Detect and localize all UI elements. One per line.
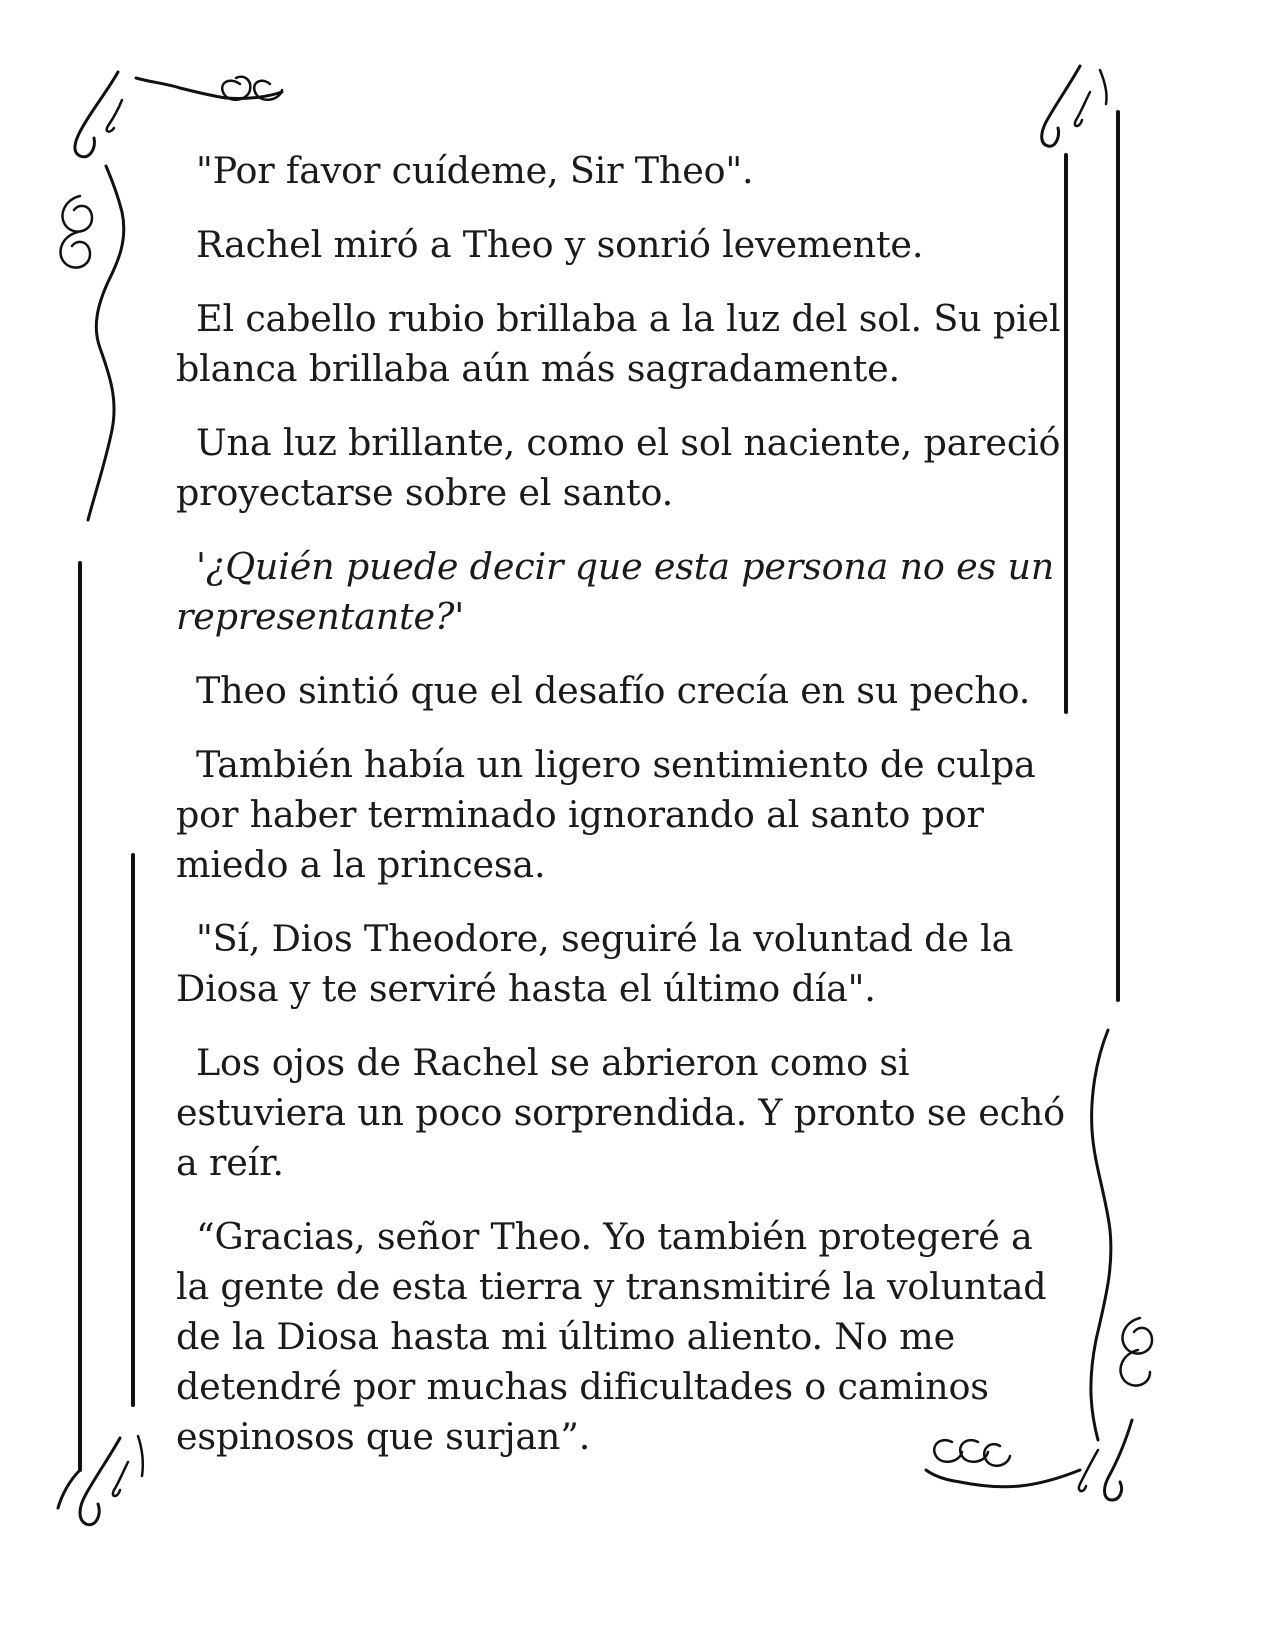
paragraph-thought: '¿Quién puede decir que esta persona no es un representante?': [176, 545, 1055, 638]
story-text: [176, 146, 1076, 1486]
paragraph: También había un ligero sentimiento de culpa por haber terminado ignorando al santo por miedo a la princesa.: [176, 743, 1036, 886]
paragraph: “Gracias, señor Theo. Yo también protegeré a la gente de esta tierra y transmitiré la voluntad de la Diosa hasta mi último aliento. No me detendré por muchas dificultades o caminos espinosos que surjan”.: [176, 1215, 1047, 1458]
bottom-left-flourish: [58, 1436, 143, 1525]
paragraph: Los ojos de Rachel se abrieron como si estuviera un poco sorprendida. Y pronto se echó a reír.: [176, 1041, 1065, 1184]
paragraph: "Por favor cuídeme, Sir Theo".: [196, 149, 754, 192]
paragraph: "Sí, Dios Theodore, seguiré la voluntad de la Diosa y te serviré hasta el último día".: [176, 917, 1014, 1010]
top-right-flourish: [1042, 66, 1107, 146]
paragraph: Una luz brillante, como el sol naciente, pareció proyectarse sobre el santo.: [176, 421, 1061, 514]
paragraph: El cabello rubio brillaba a la luz del sol. Su piel blanca brillaba aún más sagradamente.: [176, 297, 1061, 390]
paragraph: Theo sintió que el desafío crecía en su pecho.: [196, 669, 1031, 712]
paragraph: Rachel miró a Theo y sonrió levemente.: [196, 223, 924, 266]
